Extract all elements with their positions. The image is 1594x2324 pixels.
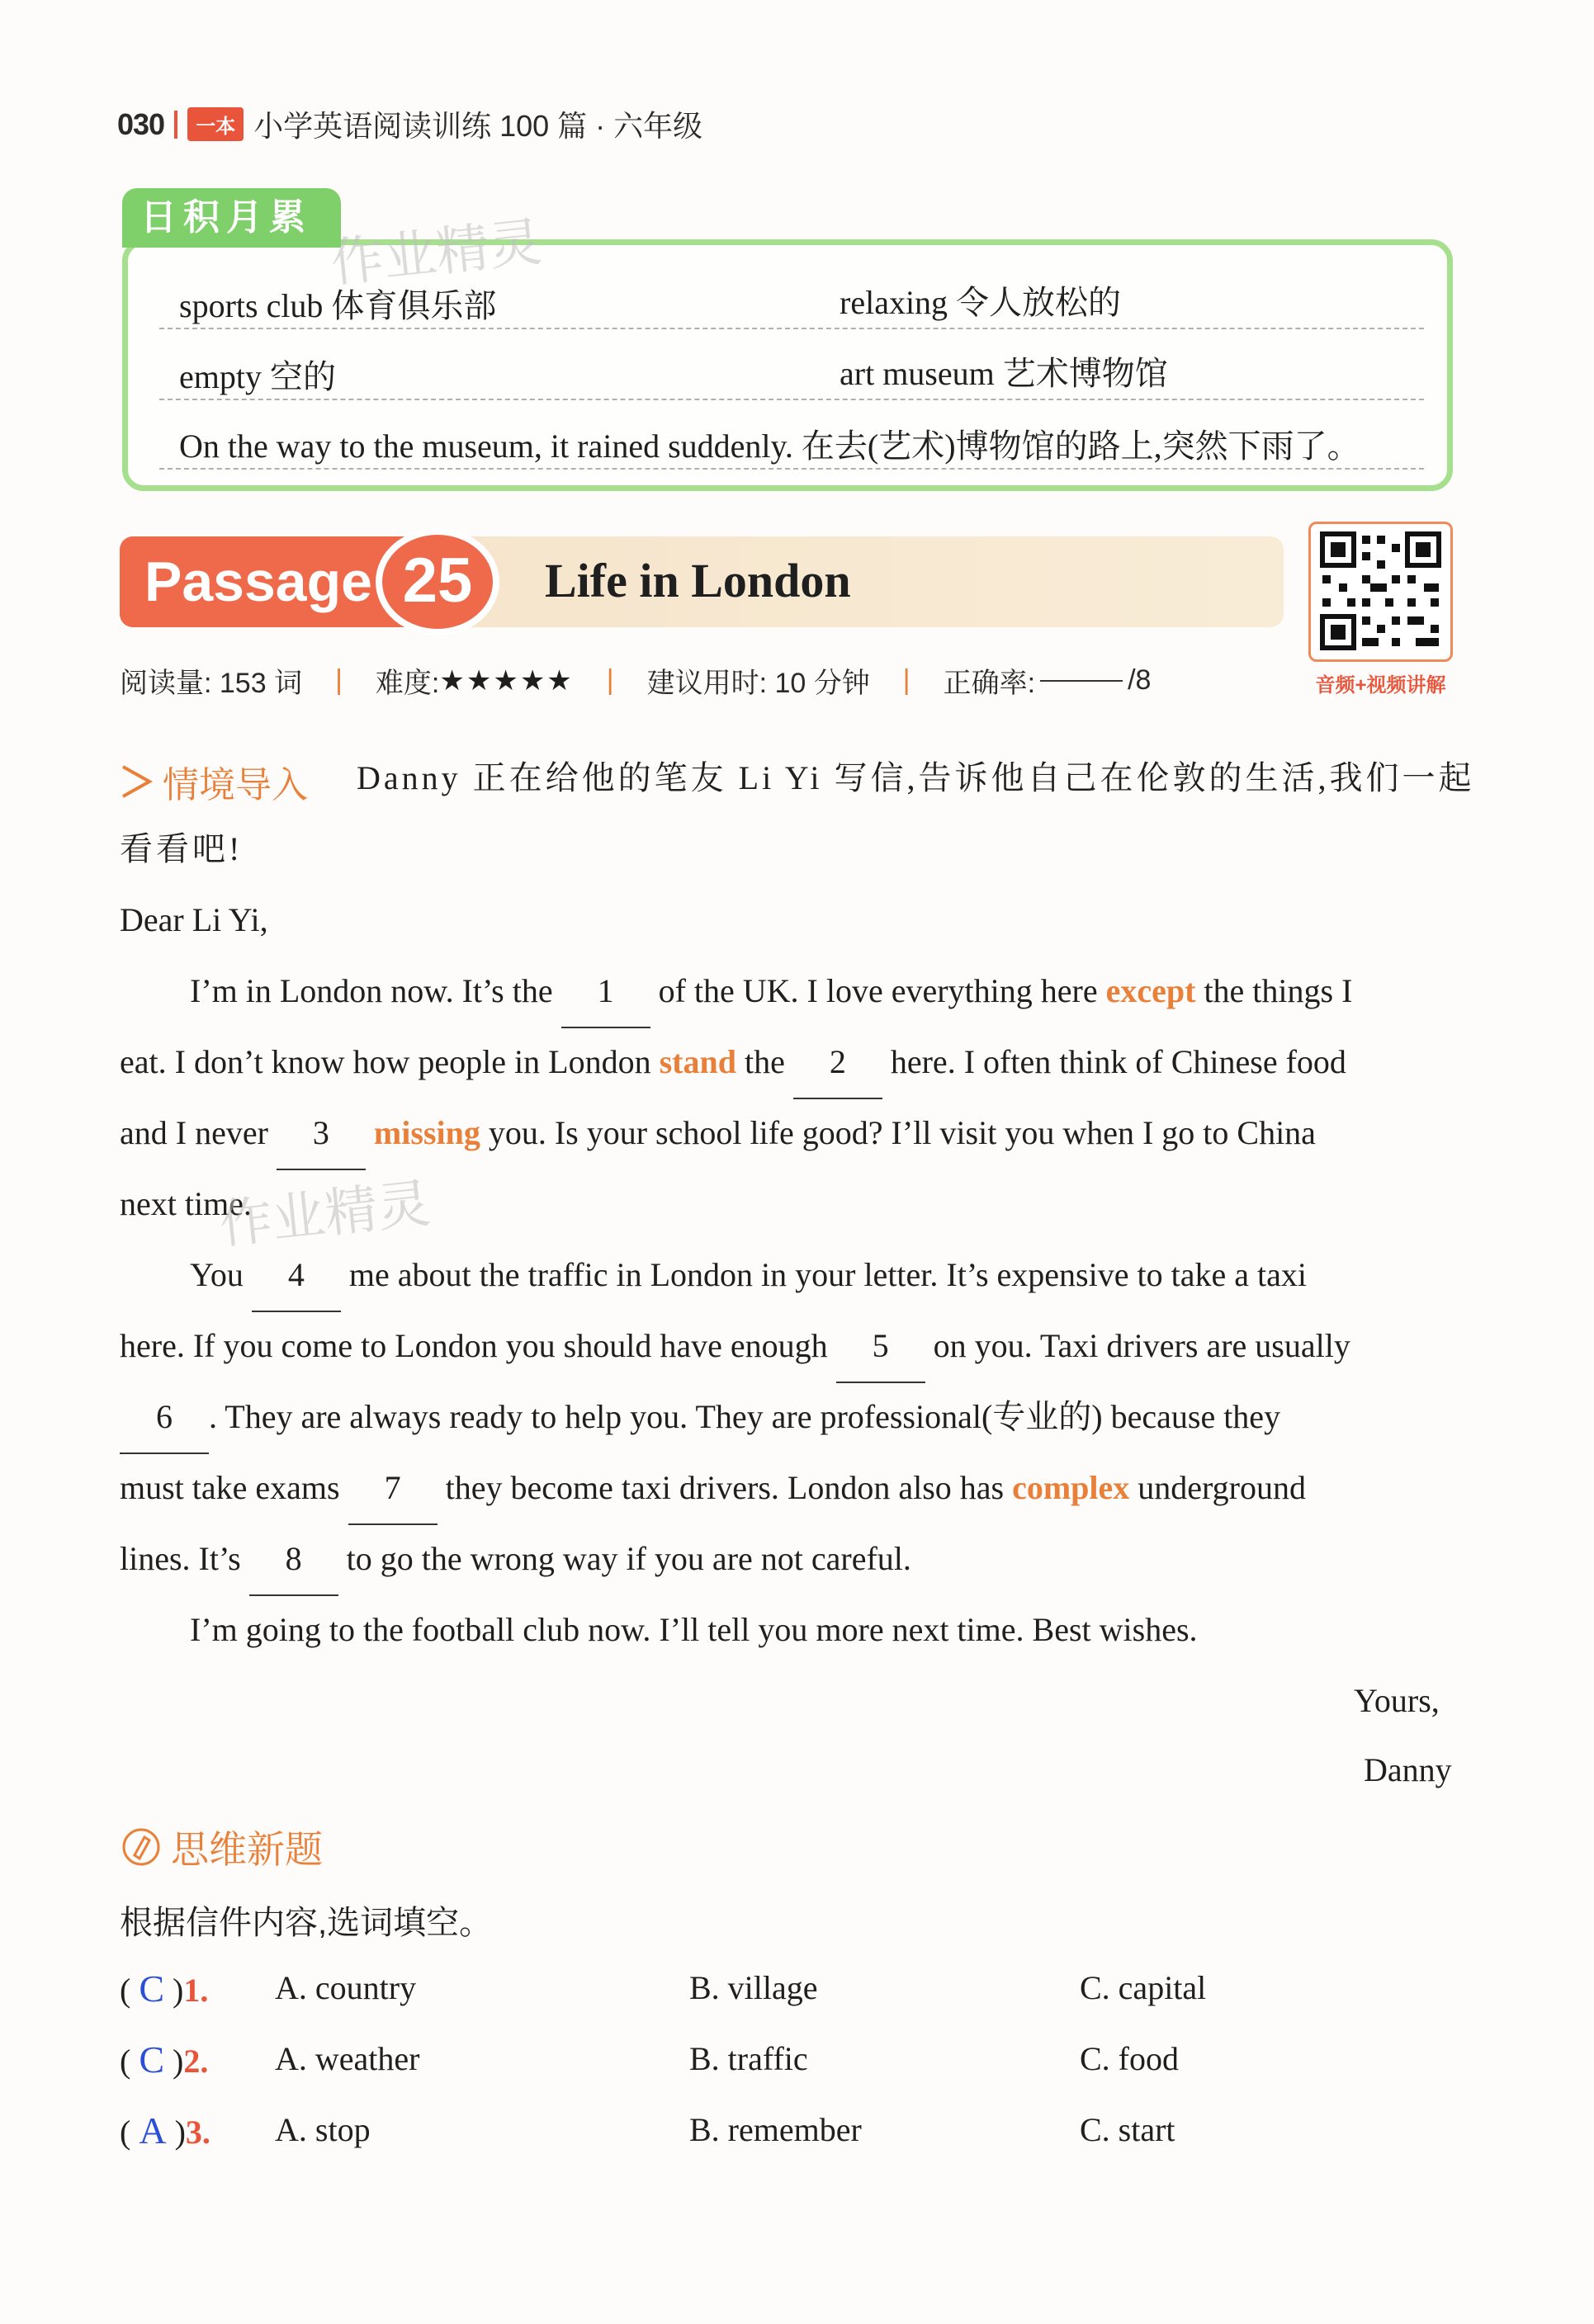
letter-line: and I never 3 missing you. Is your school life good? I’ll visit you when I go to China (120, 1098, 1316, 1170)
vocab-tab: 日积月累 (122, 188, 341, 248)
divider (159, 468, 1424, 470)
passage-meta (120, 660, 1151, 701)
blank-3[interactable]: 3 (277, 1098, 366, 1170)
header-divider (174, 111, 177, 139)
letter-closing: Yours, (1354, 1682, 1440, 1719)
watermark: 作业精灵 (216, 1173, 433, 1257)
context-heading-label: 情境导入 (163, 765, 308, 805)
divider: | (335, 664, 343, 696)
passage-label: Passage (120, 536, 404, 627)
blank-2[interactable]: 2 (793, 1027, 882, 1099)
option-b[interactable]: B. remember (689, 2111, 862, 2148)
vocab-box (122, 239, 1453, 491)
letter-line: lines. It’s 8 to go the wrong way if you are not careful. (120, 1523, 911, 1596)
letter-line: next time. (120, 1185, 252, 1222)
option-b[interactable]: B. traffic (689, 2040, 808, 2077)
option-a[interactable]: A. weather (275, 2040, 420, 2077)
context-text: Danny 正在给他的笔友 Li Yi 写信,告诉他自己在伦敦的生活,我们一起 (357, 759, 1475, 796)
difficulty-stars: ★★★★★ (439, 664, 574, 697)
letter-signature: Danny (1364, 1751, 1452, 1788)
word-count: 阅读量: 153 词 (120, 668, 303, 699)
option-c[interactable]: C. food (1080, 2040, 1179, 2077)
qr-code-icon (1311, 524, 1450, 659)
qr-caption: 音频+视频讲解 (1315, 674, 1446, 697)
difficulty-label: 难度: (375, 668, 440, 699)
question-row: ( C )1. (120, 1967, 209, 2010)
passage-title: Life in London (545, 554, 851, 607)
question-row: ( A )3. (120, 2109, 210, 2152)
letter-greeting: Dear Li Yi, (120, 901, 268, 938)
highlight-word: complex (1012, 1469, 1130, 1506)
letter-line: You 4 me about the traffic in London in your letter. It’s expensive to take a taxi (190, 1240, 1307, 1312)
highlight-word: except (1105, 972, 1196, 1009)
question-number: 3. (185, 2114, 210, 2151)
play-arrow-icon (120, 763, 153, 800)
blank-4[interactable]: 4 (252, 1240, 341, 1312)
brand-logo: 一本 (187, 107, 244, 141)
blank-7[interactable]: 7 (348, 1452, 438, 1525)
letter-line: I’m in London now. It’s the 1 of the UK. I love everything here except the things I (190, 956, 1352, 1028)
vocab-item: art museum 艺术博物馆 (840, 355, 1168, 392)
passage-number: 25 (376, 528, 499, 635)
blank-1[interactable]: 1 (561, 956, 650, 1028)
context-heading (120, 755, 308, 808)
answer-choice[interactable]: C (139, 2038, 165, 2081)
highlight-word: stand (659, 1043, 736, 1080)
question-row: ( C )2. (120, 2038, 209, 2081)
letter-line: must take exams 7 they become taxi drivers. London also has complex underground (120, 1452, 1306, 1525)
accuracy-label: 正确率: (943, 668, 1036, 699)
suggested-time: 建议用时: 10 分钟 (646, 668, 870, 699)
page-number: 030 (117, 106, 165, 141)
blank-8[interactable]: 8 (249, 1523, 338, 1596)
vocab-sentence: On the way to the museum, it rained suddenly. 在去(艺术)博物馆的路上,突然下雨了。 (179, 427, 1360, 465)
letter-line: eat. I don’t know how people in London stand the 2 here. I often think of Chinese food (120, 1027, 1346, 1099)
answer-choice[interactable]: C (139, 1967, 165, 2010)
divider (159, 328, 1424, 329)
question-number: 1. (183, 1972, 209, 2009)
divider (159, 399, 1424, 400)
page-header (117, 103, 702, 145)
pencil-circle-icon (120, 1826, 163, 1868)
blank-6[interactable]: 6 (120, 1382, 209, 1454)
accuracy-blank[interactable] (1040, 680, 1123, 682)
qr-code[interactable] (1308, 522, 1453, 662)
option-c[interactable]: C. capital (1080, 1969, 1207, 2006)
letter-line: here. If you come to London you should have enough 5 on you. Taxi drivers are usually (120, 1311, 1350, 1383)
thinking-heading-label: 思维新题 (171, 1828, 323, 1871)
highlight-word: missing (373, 1114, 480, 1151)
watermark: 作业精灵 (328, 211, 545, 295)
option-a[interactable]: A. stop (275, 2111, 371, 2148)
option-a[interactable]: A. country (275, 1969, 417, 2006)
blank-5[interactable]: 5 (836, 1311, 925, 1383)
divider: | (902, 664, 911, 696)
vocab-item: relaxing 令人放松的 (840, 284, 1122, 321)
vocab-item: empty 空的 (179, 358, 336, 395)
vocab-item: sports club 体育俱乐部 (179, 287, 497, 324)
letter-line: I’m going to the football club now. I’ll tell you more next time. Best wishes. (190, 1611, 1198, 1648)
context-text: 看看吧! (120, 830, 244, 867)
book-title: 小学英语阅读训练 100 篇 · 六年级 (253, 109, 703, 143)
thinking-instruction: 根据信件内容,选词填空。 (120, 1905, 493, 1941)
question-number: 2. (183, 2043, 209, 2080)
option-c[interactable]: C. start (1080, 2111, 1175, 2148)
letter-line: 6 . They are always ready to help you. They are professional(专业的) because they (120, 1382, 1280, 1454)
option-b[interactable]: B. village (689, 1969, 818, 2006)
accuracy-total: /8 (1128, 664, 1152, 696)
answer-choice[interactable]: A (139, 2109, 167, 2152)
thinking-heading (120, 1820, 323, 1874)
divider: | (606, 664, 614, 696)
